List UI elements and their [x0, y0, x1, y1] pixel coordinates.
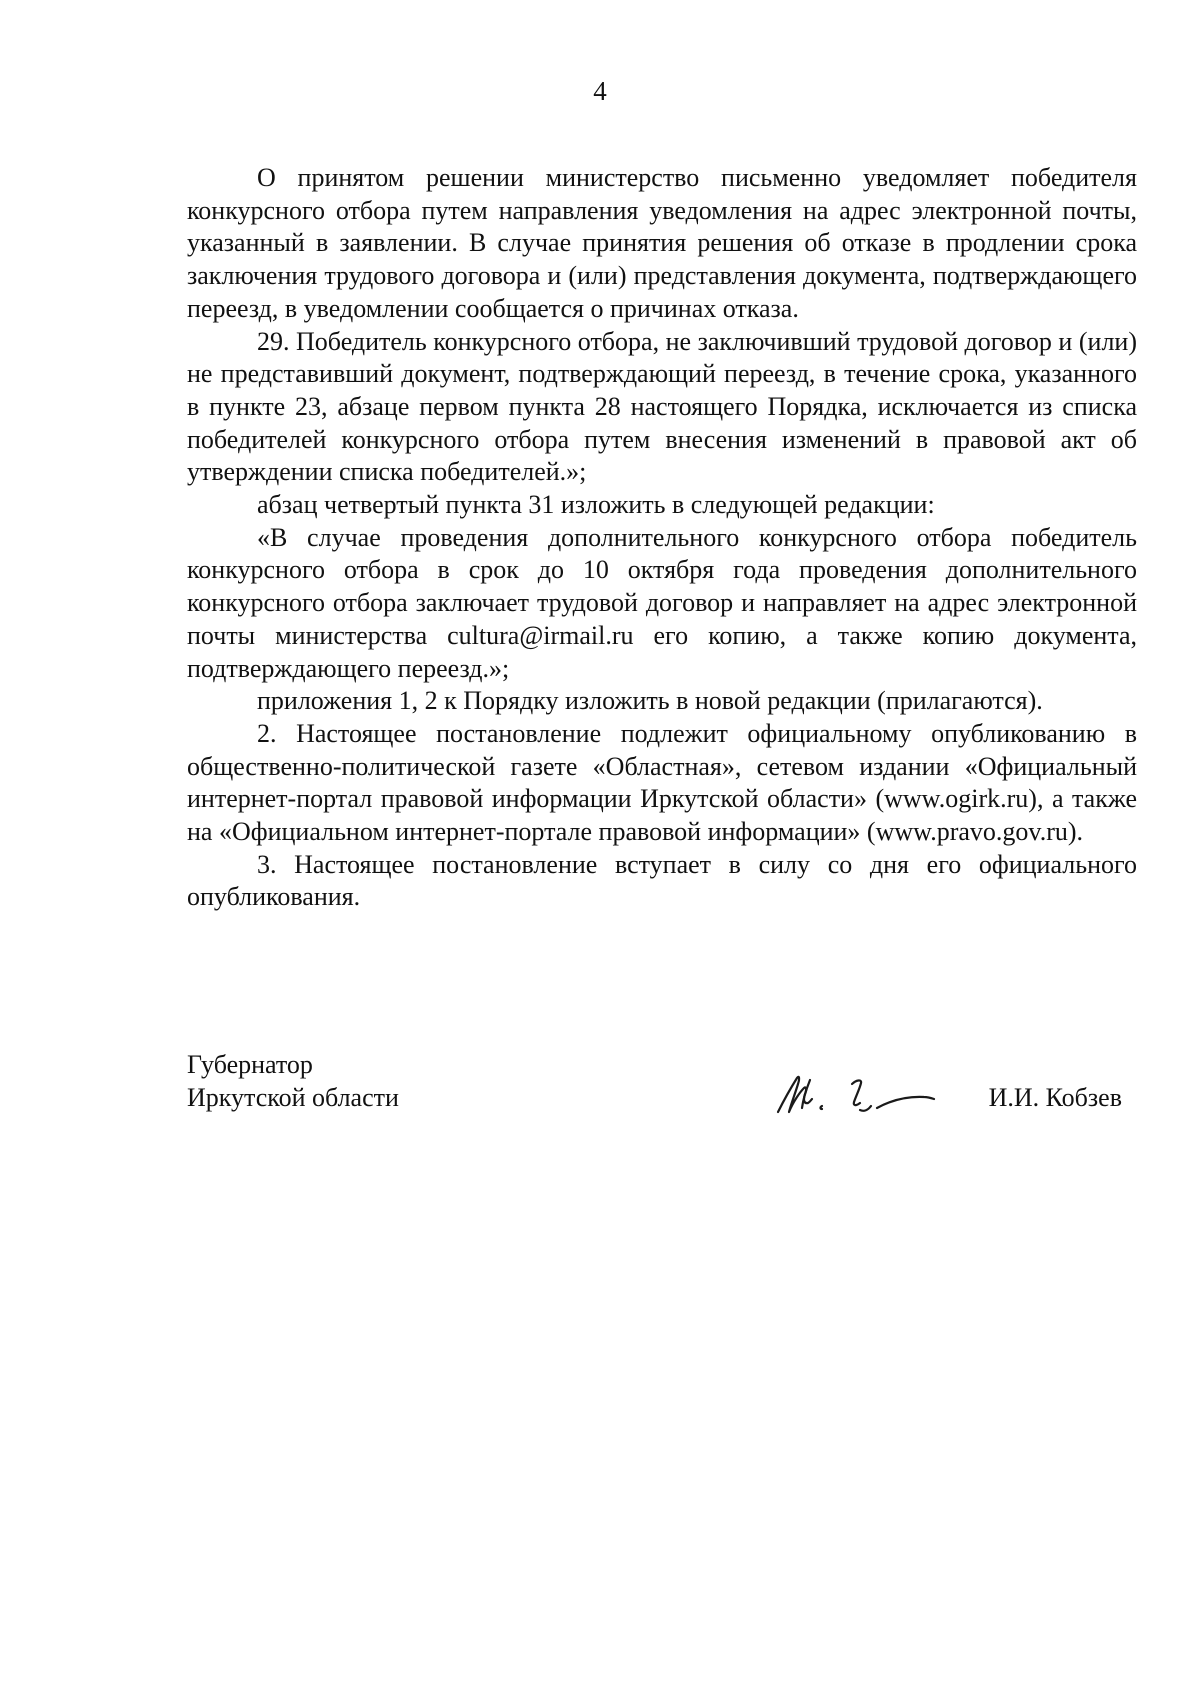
paragraph-29: 29. Победитель конкурсного отбора, не заключивший трудовой договор и (или) не представивший документ, подтверждающий переезд, в течение срока, указанного в пункте 23, абзаце первом пункта 28 настоящего Порядка, исключается из списка победителей конкурсного отбора путем внесения изменений в правовой акт об утверждении списка победителей.»; [187, 326, 1137, 487]
handwritten-signature [770, 1066, 945, 1128]
signatory-title-line1: Губернатор [187, 1050, 313, 1079]
paragraph-appendices: приложения 1, 2 к Порядку изложить в новой редакции (прилагаются). [257, 686, 1043, 716]
paragraph-publication: 2. Настоящее постановление подлежит официальному опубликованию в общественно-политической газете «Областная», сетевом издании «Официальный интернет-портал правовой информации Иркутской области» (www.ogirk.ru), а также на «Официальном интернет-портале правовой информации» (www.pravo.gov.ru). [187, 718, 1137, 847]
document-body [187, 162, 1137, 914]
page-number: 4 [593, 76, 607, 106]
signatory-title-line2: Иркутской области [187, 1083, 399, 1112]
signatory-title [187, 1048, 487, 1114]
paragraph-amend-31: абзац четвертый пункта 31 изложить в следующей редакции: [257, 490, 935, 520]
paragraph-notification: О принятом решении министерство письменно уведомляет победителя конкурсного отбора путем направления уведомления на адрес электронной почты, указанный в заявлении. В случае принятия решения об отказе в продлении срока заключения трудового договора и (или) представления документа, подтверждающего переезд, в уведомлении сообщается о причинах отказа. [187, 163, 1137, 323]
signature-block [187, 1048, 1137, 1158]
signatory-name: И.И. Кобзев [988, 1083, 1122, 1112]
paragraph-quote-31: «В случае проведения дополнительного конкурсного отбора победитель конкурсного отбора в срок до 10 октября года проведения дополнительного конкурсного отбора заключает трудовой договор и направляет на адрес электронной почты министерства cultura@irmail.ru его копию, а также копию документа, подтверждающего переезд.»; [187, 522, 1137, 683]
paragraph-effective: 3. Настоящее постановление вступает в силу со дня его официального опубликования. [187, 849, 1137, 912]
